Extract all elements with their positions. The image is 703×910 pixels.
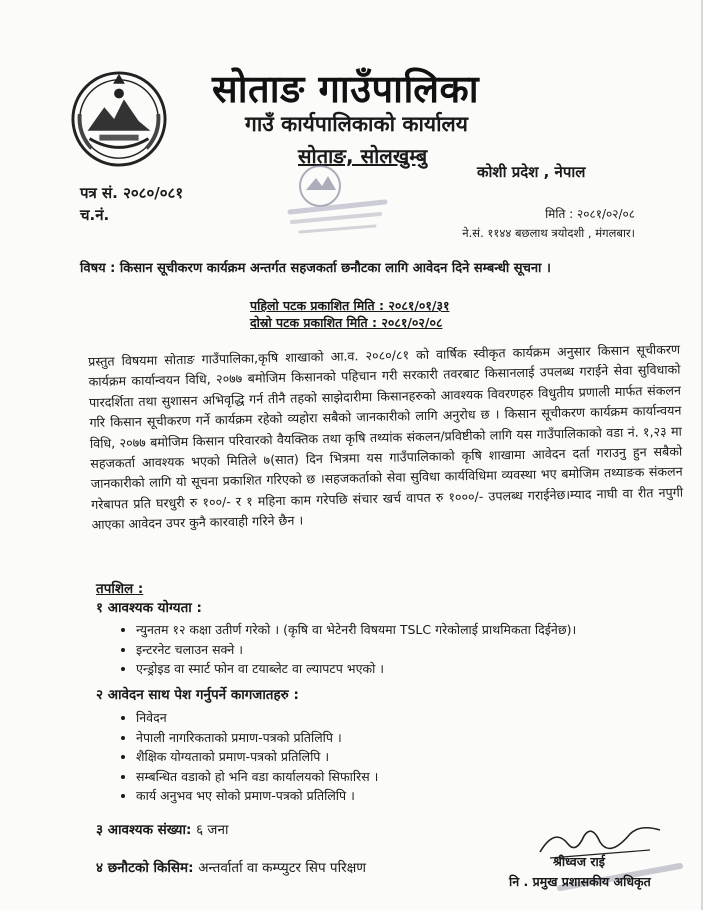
office-seal-icon [280, 160, 395, 242]
required-count-label: ३ आवश्यक संख्या: [96, 822, 192, 838]
publication-dates [250, 297, 449, 331]
required-count [96, 820, 228, 838]
list-item: • नेपाली नागरिकताको प्रमाण-पत्रको प्रतिलिपि । [136, 728, 378, 748]
notice-body: प्रस्तुत विषयमा सोताङ गाउँपालिका,कृषि शाखाको आ.व. २०८०/८१ को वार्षिक स्वीकृत कार्यक्रम अनुसार किसान सूचीकरण कार्यक्रम कार्यान्वयन विधि, २०७७ बमोजिम किसानको पहिचान गरी सरकारी तवरबाट किसानलाई उपलब्ध गराईने सेवा सुविधाको पारदर्शिता तथा सुशासन अभिवृद्धि गर्न तीनै तहको साझेदारीमा किसानहरुको आवश्यक विवरणहरु विधुतीय प्रणाली मार्फत संकलन गरि किसान सूचीकरण गर्ने कार्यक्रम रहेको व्यहोरा सबैको जानकारीको लागि अनुरोध छ । किसान सूचीकरण कार्यक्रम कार्यान्वयन विधि, २०७७ बमोजिम किसान परिवारको वैयक्तिक तथा कृषि तथ्यांक संकलन/प्रविष्टीको लागि यस गाउँपालिकाको वडा नं. १,२३ मा सहजकर्ता आवश्यक भएको मितिले ७(सात) दिन भित्रमा यस गाउँपालिकाको कृषि शाखामा आवेदन दर्ता गराउनु हुन सबैको जानकारीको लागि यो सूचना प्रकाशित गरिएको छ ।सहजकर्ताको सेवा सुविधा कार्यविधिमा व्यवस्था भए बमोजिम तथ्याङक संकलन गरेबापत प्रति घरधुरी रु १००/- र १ महिना काम गरेपछि संचार खर्च वापत रु १०००/- उपलब्ध गराईनेछ।म्याद नाघी वा रीत नपुगी आएका आवेदन उपर कुनै कारवाही गरिने छैन । [88, 341, 684, 533]
details-heading: तपशिल : [96, 581, 144, 597]
date-block [462, 205, 635, 241]
office-location: सोताङ, सोलखुम्बु [298, 144, 428, 168]
selection-method-label: ४ छनौटको किसिम: [96, 860, 194, 876]
signatory-title: नि . प्रमुख प्रशासकीय अधिकृत [509, 874, 651, 889]
letter-number: पत्र सं. २०८०/०८१ [80, 184, 184, 202]
date-line: मिति : २०८१/०२/०८ [545, 207, 635, 221]
list-item: • कार्य अनुभव भए सोको प्रमाण-पत्रको प्रतिलिपि । [136, 786, 378, 806]
qualification-list [118, 620, 576, 679]
selection-method-value: अन्तर्वार्ता वा कम्प्युटर सिप परिक्षण [198, 860, 367, 876]
notice-subject: विषय : किसान सूचीकरण कार्यक्रम अन्तर्गत सहजकर्ता छनौटका लागि आवेदन दिने सम्बन्धी सूचना । [80, 261, 551, 276]
list-item: • निवेदन [136, 708, 378, 728]
province-label: कोशी प्रदेश , नेपाल [477, 163, 586, 181]
list-item: • इन्टरनेट चलाउन सक्ने । [136, 640, 576, 660]
list-item: • सम्बन्धित वडाको हो भनि वडा कार्यालयको सिफारिस । [136, 767, 378, 787]
first-published-date: पहिलो पटक प्रकाशित मिति : २०८१/०१/३१ [250, 298, 450, 313]
required-count-value: ६ जना [196, 822, 229, 838]
nepal-government-emblem-icon [70, 70, 168, 168]
signatory-name: श्रीध्वज राई [553, 854, 605, 869]
documents-heading: २ आवेदन साथ पेश गर्नुपर्ने कागजातहरु : [96, 687, 299, 703]
list-item: • न्युनतम १२ कक्षा उतीर्ण गरेको । (कृषि वा भेटेनरी विषयमा TSLC गरेकोलाई प्राथमिकता दिईनेछ)। [136, 620, 576, 640]
nepal-sambat-date: ने.सं. ११४४ बछलाथ त्रयोदशी , मंगलबार। [462, 226, 635, 240]
list-item: • एन्ड्रोइड वा स्मार्ट फोन वा टयाब्लेट वा ल्यापटप भएको । [136, 659, 576, 679]
dispatch-number: च.नं. [80, 206, 110, 224]
selection-method [96, 858, 366, 876]
documents-list [118, 708, 378, 806]
office-subtitle: गाउँ कार्यपालिकाको कार्यालय [245, 112, 468, 136]
second-published-date: दोस्रो पटक प्रकाशित मिति : २०८१/०२/०८ [250, 315, 443, 330]
qualification-heading: १ आवश्यक योग्यता : [96, 600, 202, 616]
municipality-title: सोताङ गाउँपालिका [212, 67, 480, 111]
list-item: • शैक्षिक योग्यताको प्रमाण-पत्रको प्रतिलिपि । [136, 747, 378, 767]
